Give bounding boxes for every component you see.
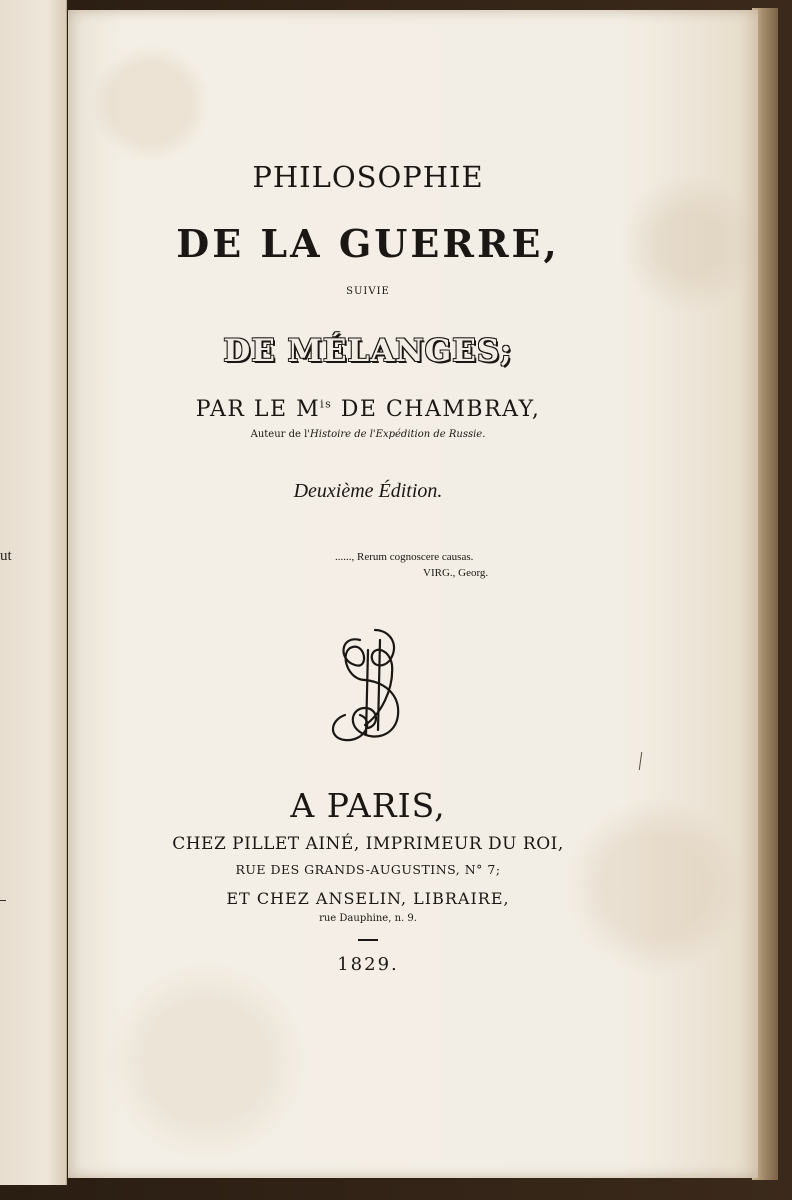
epigraph-source: VIRG., Georg. [423, 567, 489, 579]
author-line [68, 397, 668, 422]
place-of-publication: A PARIS, [290, 786, 446, 825]
author-note-work: Histoire de l'Expédition de Russie. [310, 429, 486, 440]
author-note [68, 429, 668, 440]
title-line-1: PHILOSOPHIE [252, 160, 484, 194]
publisher-1-address: RUE DES GRANDS-AUGUSTINS, N° 7; [235, 862, 501, 877]
left-page-text-fragment: ut [0, 548, 12, 564]
left-page-mark [0, 900, 6, 901]
divider-rule [358, 939, 378, 941]
publisher-1: CHEZ PILLET AINÉ, IMPRIMEUR DU ROI, [172, 834, 564, 854]
author-prefix: PAR LE M [195, 397, 321, 422]
publisher-2-address: rue Dauphine, n. 9. [319, 913, 417, 924]
suivie-label: SUIVIE [346, 286, 390, 297]
title-line-2: DE LA GUERRE, [176, 221, 560, 266]
edition-label: Deuxième Édition. [293, 480, 443, 502]
publisher-monogram-icon [320, 620, 420, 750]
left-page [0, 0, 67, 1185]
author-name: DE CHAMBRAY, [332, 397, 541, 422]
publisher-2: ET CHEZ ANSELIN, LIBRAIRE, [226, 889, 510, 908]
melanges-title: DE MÉLANGES; [223, 333, 513, 369]
epigraph: ......, Rerum cognoscere causas. [335, 551, 474, 563]
publication-year: 1829. [337, 954, 399, 975]
author-superscript: is [320, 397, 333, 411]
author-note-prefix: Auteur de l' [250, 429, 311, 440]
